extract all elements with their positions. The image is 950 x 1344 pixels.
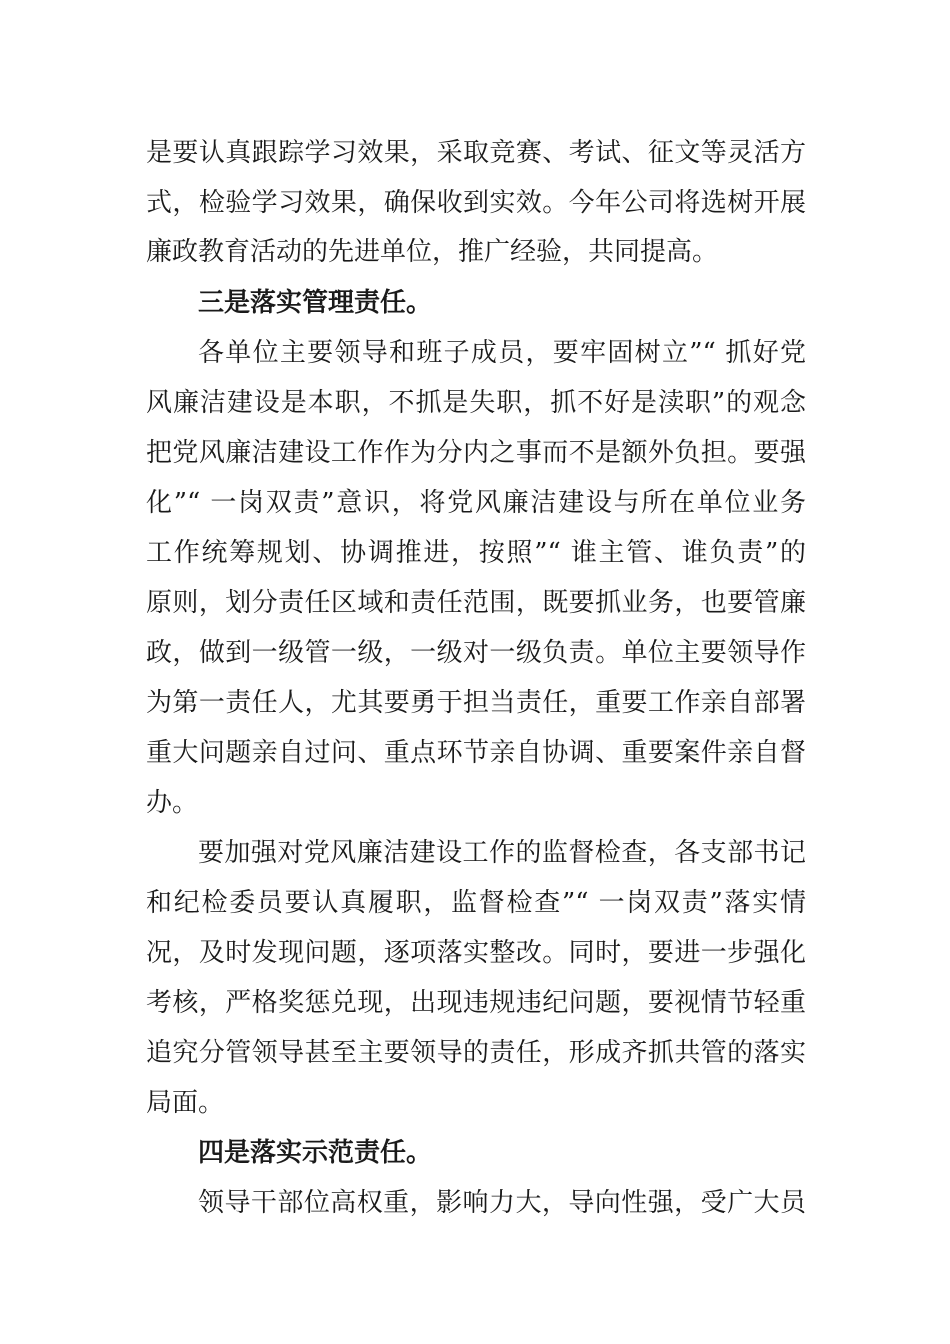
text-line: 是要认真跟踪学习效果，采取竞赛、考试、征文等灵活方	[146, 138, 806, 168]
text-line: 原则，划分责任区域和责任范围，既要抓业务，也要管廉	[146, 588, 806, 618]
text-line: 办。	[146, 788, 199, 818]
text-line: 化”“ 一岗双责”意识，将党风廉洁建设与所在单位业务	[146, 488, 806, 518]
text-line: 要加强对党风廉洁建设工作的监督检查，各支部书记	[198, 838, 806, 868]
text-line: 各单位主要领导和班子成员，要牢固树立”“ 抓好党	[198, 338, 806, 368]
text-line: 廉政教育活动的先进单位，推广经验，共同提高。	[146, 237, 719, 267]
text-line: 重大问题亲自过问、重点环节亲自协调、重要案件亲自督	[146, 738, 806, 768]
text-line: 政，做到一级管一级，一级对一级负责。单位主要领导作	[146, 638, 806, 668]
text-line: 为第一责任人，尤其要勇于担当责任，重要工作亲自部署	[146, 688, 806, 718]
text-line: 况，及时发现问题，逐项落实整改。同时，要进一步强化	[146, 938, 806, 968]
text-line: 风廉洁建设是本职，不抓是失职，抓不好是渎职”的观念	[146, 388, 806, 418]
text-line: 领导干部位高权重，影响力大，导向性强，受广大员	[198, 1188, 806, 1218]
text-line: 把党风廉洁建设工作作为分内之事而不是额外负担。要强	[146, 438, 806, 468]
text-line: 考核，严格奖惩兑现，出现违规违纪问题，要视情节轻重	[146, 988, 806, 1018]
text-line: 和纪检委员要认真履职，监督检查”“ 一岗双责”落实情	[146, 888, 806, 918]
section-heading: 四是落实示范责任。	[198, 1138, 433, 1168]
text-line: 局面。	[146, 1088, 225, 1118]
text-line: 式，检验学习效果，确保收到实效。今年公司将选树开展	[146, 188, 806, 218]
section-heading: 三是落实管理责任。	[198, 288, 433, 318]
text-line: 工作统筹规划、协调推进，按照”“ 谁主管、谁负责”的	[146, 538, 806, 568]
text-line: 追究分管领导甚至主要领导的责任，形成齐抓共管的落实	[146, 1038, 806, 1068]
